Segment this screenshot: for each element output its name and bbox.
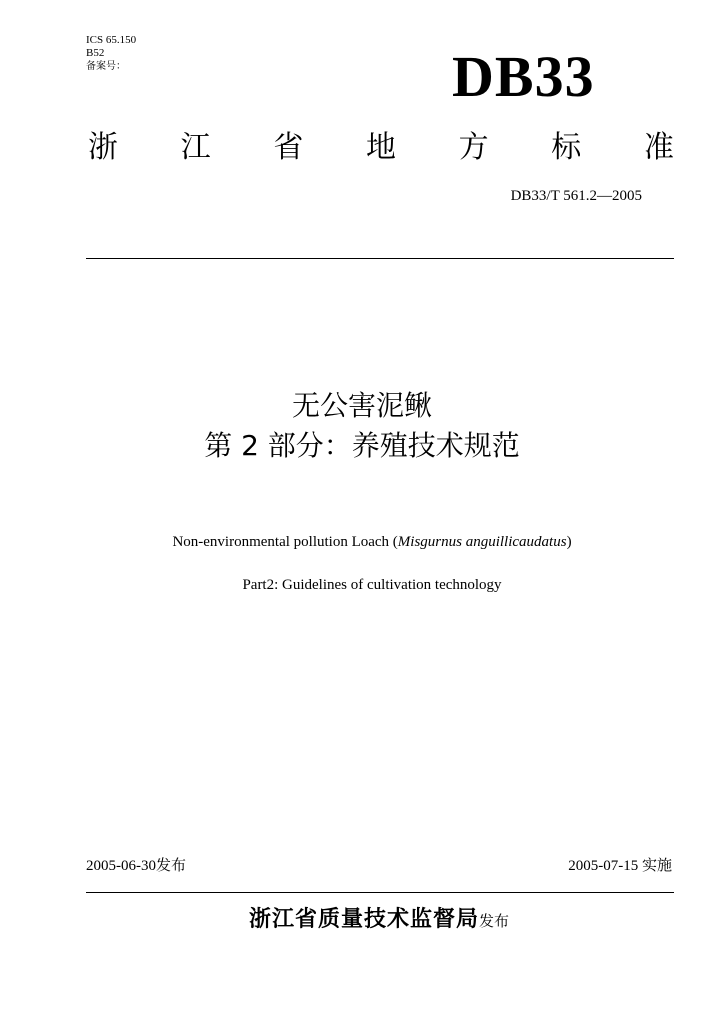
top-divider (86, 258, 674, 259)
bottom-divider (86, 892, 674, 893)
standard-type-char: 地 (365, 130, 396, 165)
publisher-line (0, 902, 724, 933)
implementation-date-value: 2005-07-15 (568, 858, 639, 874)
english-title-suffix: ) (566, 534, 572, 550)
ics-code: ICS 65.150 (86, 34, 137, 46)
english-title-line2: Part2: Guidelines of cultivation technology (242, 577, 502, 593)
scientific-name: Misgurnus anguillicaudatus (397, 534, 567, 550)
standard-type-char: 江 (180, 130, 211, 165)
issue-date-value: 2005-06-30 (86, 858, 156, 874)
publisher-organization: 浙江省质量技术监督局 (248, 907, 479, 932)
publisher-action: 发布 (479, 912, 510, 930)
implementation-label: 实施 (641, 856, 672, 874)
standard-number: DB33/T 561.2—2005 (510, 188, 642, 204)
standard-code-logo: DB33 (452, 44, 595, 109)
issue-label: 发布 (156, 856, 187, 874)
standard-type-heading (86, 128, 676, 168)
classification-block (86, 34, 136, 73)
standard-type-char: 标 (551, 130, 582, 165)
issue-date (86, 854, 186, 875)
standard-type-char: 方 (458, 130, 489, 165)
standard-type-char: 准 (643, 130, 674, 165)
english-title-line1 (0, 534, 724, 551)
title-part: 第 2 部分：养殖技术规范 (204, 429, 520, 462)
implementation-date (568, 854, 672, 875)
category-code: B52 (86, 47, 105, 59)
standard-type-char: 省 (273, 130, 304, 165)
english-title-prefix: Non-environmental pollution Loach ( (172, 534, 398, 550)
filing-label: 备案号： (86, 61, 126, 72)
title-main: 无公害泥鳅 (291, 389, 432, 422)
standard-type-char: 浙 (88, 130, 118, 165)
